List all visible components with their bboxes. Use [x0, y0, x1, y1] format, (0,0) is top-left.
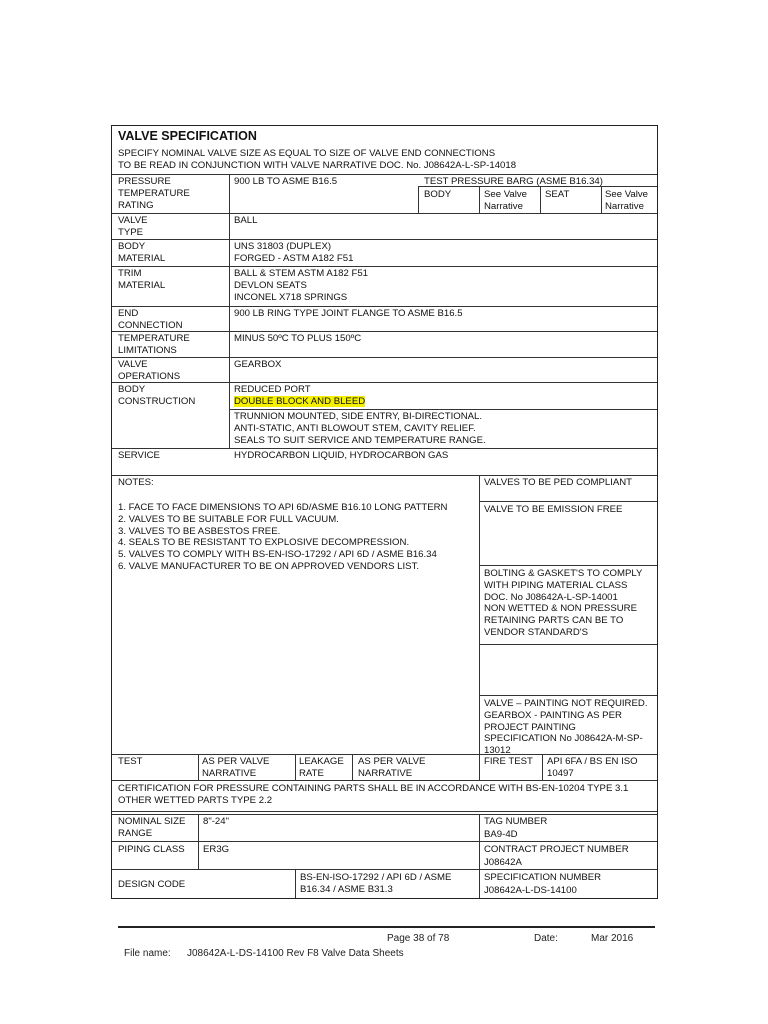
- service-label: SERVICE: [118, 450, 160, 461]
- row-divider: [479, 565, 657, 566]
- specification-number-value: J08642A-L-DS-14100: [484, 885, 577, 896]
- row-divider: [112, 448, 657, 449]
- design-code-label: DESIGN CODE: [118, 879, 186, 890]
- body-construction-port: REDUCED PORT: [234, 384, 311, 395]
- column-divider: [352, 754, 353, 780]
- column-divider: [540, 186, 541, 213]
- file-name-value: J08642A-L-DS-14100 Rev F8 Valve Data Sheets: [187, 948, 404, 959]
- body-construction-details: TRUNNION MOUNTED, SIDE ENTRY, BI-DIRECTIONAL. ANTI-STATIC, ANTI BLOWOUT STEM, CAVITY RELIEF. SEALS TO SUIT SERVICE AND TEMPERATURE RANGE.: [234, 411, 486, 446]
- row-divider: [112, 174, 657, 175]
- row-divider: [112, 213, 657, 214]
- row-divider: [112, 357, 657, 358]
- piping-class-label: PIPING CLASS: [118, 844, 185, 855]
- body-construction-label: BODY CONSTRUCTION: [118, 384, 196, 407]
- contract-project-label: CONTRACT PROJECT NUMBER: [484, 844, 629, 855]
- body-material-value: UNS 31803 (DUPLEX) FORGED - ASTM A182 F51: [234, 241, 354, 264]
- body-construction-highlight: DOUBLE BLOCK AND BLEED: [234, 396, 366, 407]
- notes-label: NOTES:: [118, 477, 154, 488]
- row-divider: [479, 644, 657, 645]
- temperature-label: TEMPERATURE LIMITATIONS: [118, 333, 190, 356]
- temperature-value: MINUS 50ºC TO PLUS 150ºC: [234, 333, 362, 344]
- contract-project-value: J08642A: [484, 857, 522, 868]
- footer-rule: [118, 926, 655, 928]
- test-body-label: BODY: [424, 189, 452, 200]
- row-divider: [112, 780, 657, 781]
- test-seat-label: SEAT: [545, 189, 570, 200]
- valve-type-label: VALVE TYPE: [118, 215, 148, 238]
- row-divider: [479, 501, 657, 502]
- emission-note: VALVE TO BE EMISSION FREE: [484, 504, 623, 515]
- piping-class-value: ER3G: [203, 844, 230, 855]
- column-divider: [479, 186, 480, 213]
- column-divider: [198, 814, 199, 869]
- test-body-value: See Valve Narrative: [484, 189, 528, 212]
- valve-operations-label: VALVE OPERATIONS: [118, 359, 181, 382]
- page-number: Page 38 of 78: [387, 933, 450, 944]
- date-value: Mar 2016: [591, 933, 634, 944]
- valve-type-value: BALL: [234, 215, 258, 226]
- column-divider: [479, 814, 480, 898]
- column-divider: [601, 186, 602, 213]
- pressure-rating-value: 900 LB TO ASME B16.5: [234, 176, 338, 187]
- nominal-size-label: NOMINAL SIZE RANGE: [118, 816, 186, 839]
- row-divider: [112, 811, 657, 812]
- leakage-rate-label: LEAKAGE RATE: [299, 756, 344, 779]
- test-pressure-label: TEST PRESSURE BARG (ASME B16.34): [424, 176, 603, 187]
- column-divider: [418, 186, 419, 213]
- notes-list: 1. FACE TO FACE DIMENSIONS TO API 6D/ASME B16.10 LONG PATTERN 2. VALVES TO BE SUITABLE FOR FULL VACUUM. 3. VALVES TO BE ASBESTOS FREE. 4. SEALS TO BE RESISTANT TO EXPLOSIVE DECOMPRESSION. 5. VALVES TO COMPLY WITH BS-EN-ISO-17292 / API 6D / ASME B16.34 6. VALVE MANUFACTURER TO BE ON APPROVED VENDORS LIST.: [118, 502, 448, 572]
- row-divider: [112, 814, 657, 815]
- sheet-subtitle-size: SPECIFY NOMINAL VALVE SIZE AS EQUAL TO SIZE OF VALVE END CONNECTIONS: [118, 148, 496, 159]
- column-divider: [295, 754, 296, 780]
- body-construction-highlight-wrap: [234, 396, 365, 408]
- nominal-size-value: 8"-24": [203, 816, 230, 827]
- painting-note: VALVE – PAINTING NOT REQUIRED. GEARBOX - PAINTING AS PER PROJECT PAINTING SPECIFICATION No J08642A-M-SP- 13012: [484, 698, 648, 757]
- specification-number-label: SPECIFICATION NUMBER: [484, 872, 602, 883]
- sheet-title: VALVE SPECIFICATION: [118, 131, 257, 143]
- valve-operations-value: GEARBOX: [234, 359, 282, 370]
- test-seat-value: See Valve Narrative: [605, 189, 649, 212]
- test-label: TEST: [118, 756, 143, 767]
- fire-test-label: FIRE TEST: [484, 756, 533, 767]
- body-material-label: BODY MATERIAL: [118, 241, 166, 264]
- end-connection-label: END CONNECTION: [118, 308, 183, 331]
- row-divider: [112, 841, 657, 842]
- row-divider: [112, 306, 657, 307]
- tag-number-value: BA9-4D: [484, 829, 518, 840]
- sheet-subtitle-narrative: TO BE READ IN CONJUNCTION WITH VALVE NARRATIVE DOC. No. J08642A-L-SP-14018: [118, 160, 517, 171]
- file-name-label: File name:: [124, 948, 171, 959]
- row-divider: [229, 409, 657, 410]
- bolting-gasket-note: BOLTING & GASKET'S TO COMPLY WITH PIPING MATERIAL CLASS DOC. No J08642A-L-SP-14001 NON WETTED & NON PRESSURE RETAINING PARTS CAN BE TO VENDOR STANDARD'S: [484, 568, 643, 638]
- leakage-rate-value: AS PER VALVE NARRATIVE: [358, 756, 426, 779]
- design-code-value: BS-EN-ISO-17292 / API 6D / ASME B16.34 / ASME B31.3: [300, 872, 452, 895]
- row-divider: [112, 239, 657, 240]
- column-divider: [479, 475, 480, 780]
- ped-compliance-note: VALVES TO BE PED COMPLIANT: [484, 477, 633, 488]
- column-divider: [542, 754, 543, 780]
- column-divider: [229, 174, 230, 448]
- row-divider: [112, 869, 657, 870]
- test-value: AS PER VALVE NARRATIVE: [202, 756, 270, 779]
- column-divider: [198, 754, 199, 780]
- trim-material-value: BALL & STEM ASTM A182 F51 DEVLON SEATS INCONEL X718 SPRINGS: [234, 268, 369, 303]
- row-divider: [479, 695, 657, 696]
- row-divider: [112, 475, 657, 476]
- pressure-rating-label: PRESSURE TEMPERATURE RATING: [118, 176, 190, 211]
- fire-test-value: API 6FA / BS EN ISO 10497: [547, 756, 638, 779]
- column-divider: [295, 869, 296, 898]
- date-label: Date:: [534, 933, 558, 944]
- service-value: HYDROCARBON LIQUID, HYDROCARBON GAS: [234, 450, 449, 461]
- end-connection-value: 900 LB RING TYPE JOINT FLANGE TO ASME B16.5: [234, 308, 463, 319]
- certification-text: CERTIFICATION FOR PRESSURE CONTAINING PARTS SHALL BE IN ACCORDANCE WITH BS-EN-10204 TYPE 3.1 OTHER WETTED PARTS TYPE 2.2: [118, 783, 629, 806]
- valve-specification-sheet: [111, 125, 658, 899]
- trim-material-label: TRIM MATERIAL: [118, 268, 166, 291]
- tag-number-label: TAG NUMBER: [484, 816, 548, 827]
- row-divider: [112, 266, 657, 267]
